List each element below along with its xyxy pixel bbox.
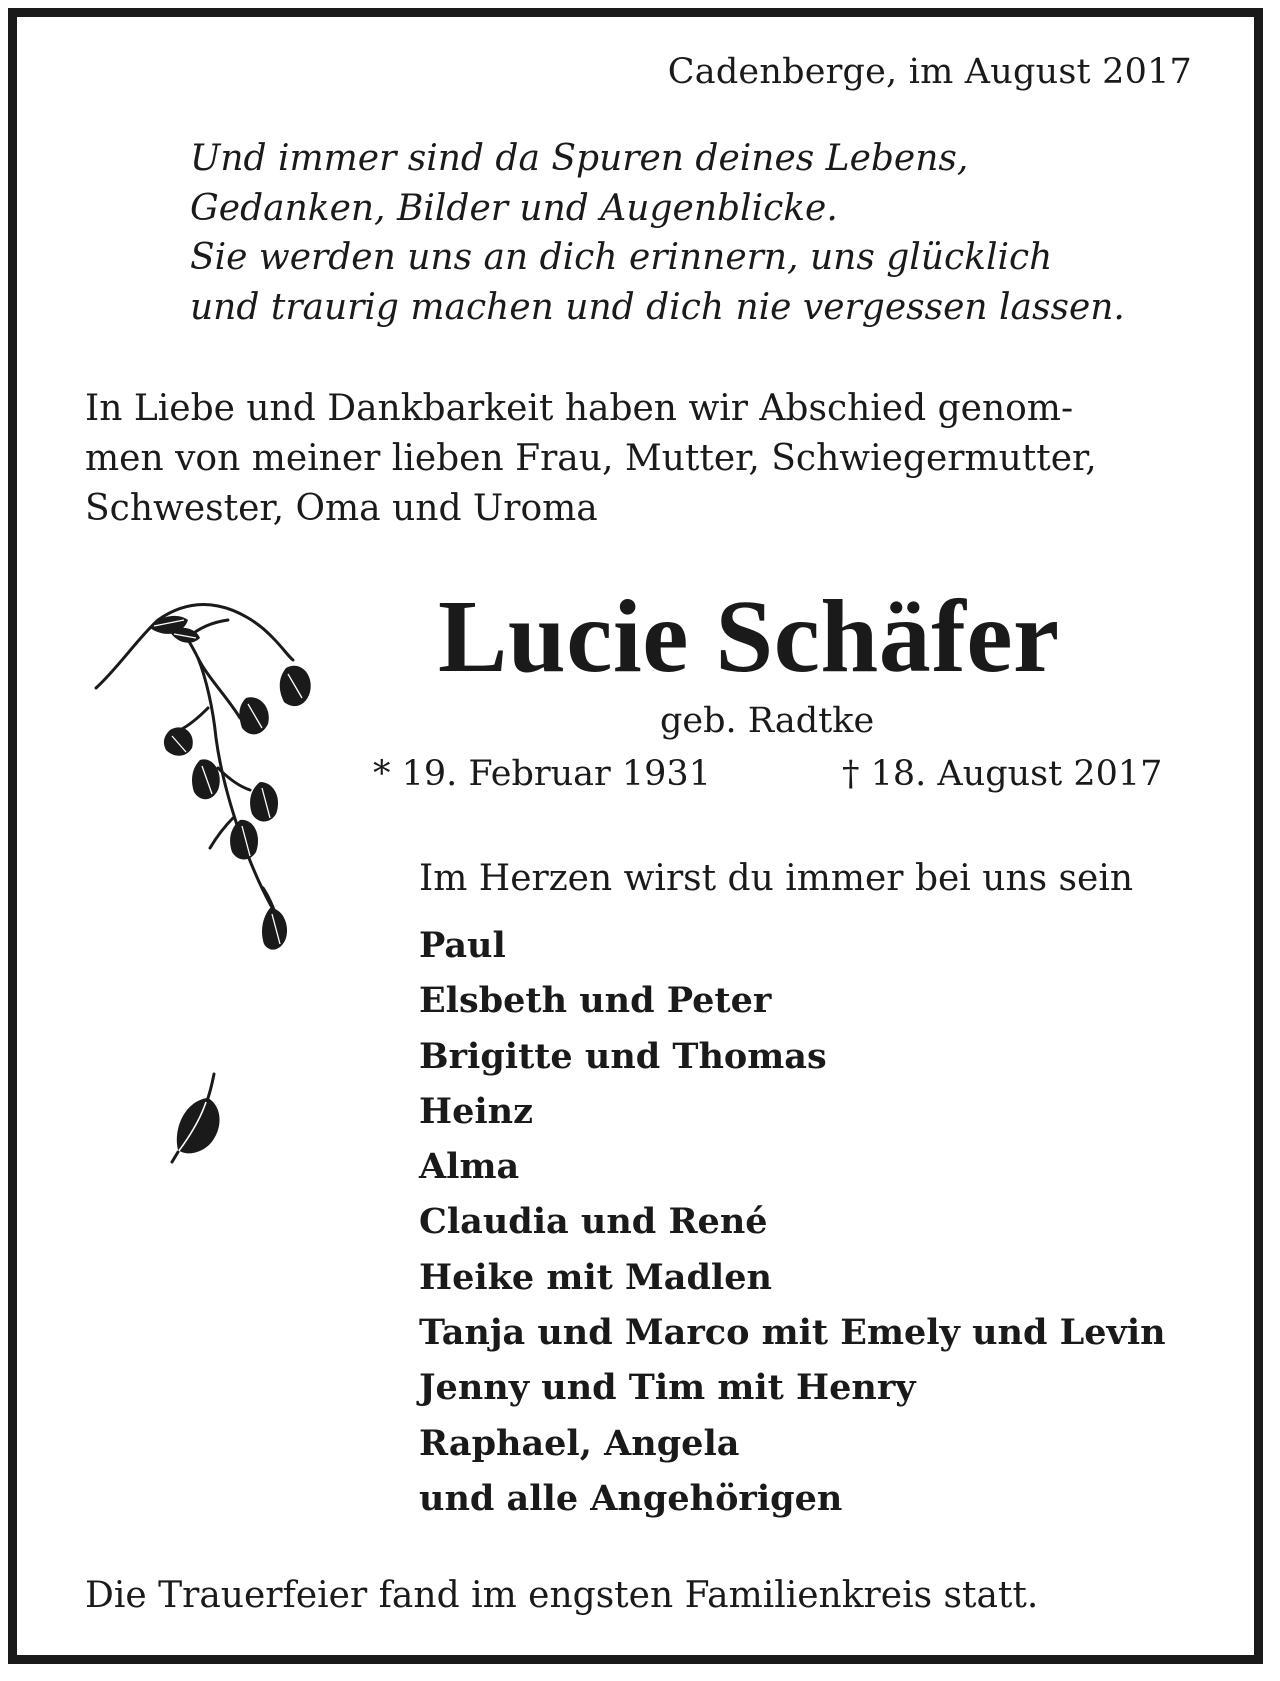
poem — [190, 134, 1125, 332]
maiden-name: geb. Radtke — [660, 701, 875, 741]
intro-line: In Liebe und Dankbarkeit haben wir Abschied genom- — [85, 388, 1074, 429]
mourner-name: Elsbeth und Peter — [419, 980, 772, 1022]
closing-note: Die Trauerfeier fand im engsten Familienkreis statt. — [85, 1575, 1039, 1616]
mourner-name: Heinz — [419, 1090, 533, 1132]
intro-text — [85, 384, 1097, 534]
birth-date: * 19. Februar 1931 — [373, 754, 711, 794]
heart-line: Im Herzen wirst du immer bei uns sein — [419, 858, 1134, 899]
mourner-name: Claudia und René — [419, 1201, 768, 1243]
birch-branch-icon — [88, 598, 348, 974]
mourner-name: Jenny und Tim mit Henry — [419, 1367, 916, 1409]
mourner-name: Paul — [419, 925, 506, 966]
mourner-name: Tanja und Marco mit Emely und Levin — [419, 1312, 1166, 1354]
death-date: † 18. August 2017 — [842, 754, 1163, 794]
mourner-name: Brigitte und Thomas — [419, 1035, 827, 1077]
falling-leaf-icon — [170, 1072, 230, 1164]
mourner-name: Heike mit Madlen — [419, 1256, 772, 1298]
poem-line: Gedanken, Bilder und Augenblicke. — [190, 187, 838, 229]
poem-line: Sie werden uns an dich erinnern, uns glücklich — [190, 237, 1053, 278]
place-date: Cadenberge, im August 2017 — [667, 52, 1192, 92]
mourner-name: Raphael, Angela — [419, 1422, 740, 1464]
mourners-list — [419, 918, 1166, 1526]
mourner-name: und alle Angehörigen — [419, 1477, 843, 1519]
intro-line: men von meiner lieben Frau, Mutter, Schwiegermutter, — [85, 438, 1097, 479]
poem-line: und traurig machen und dich nie vergessen lassen. — [190, 286, 1125, 328]
intro-line: Schwester, Oma und Uroma — [85, 488, 598, 529]
mourner-name: Alma — [419, 1146, 520, 1188]
deceased-name: Lucie Schäfer — [438, 579, 1060, 694]
poem-line: Und immer sind da Spuren deines Lebens, — [190, 138, 969, 179]
